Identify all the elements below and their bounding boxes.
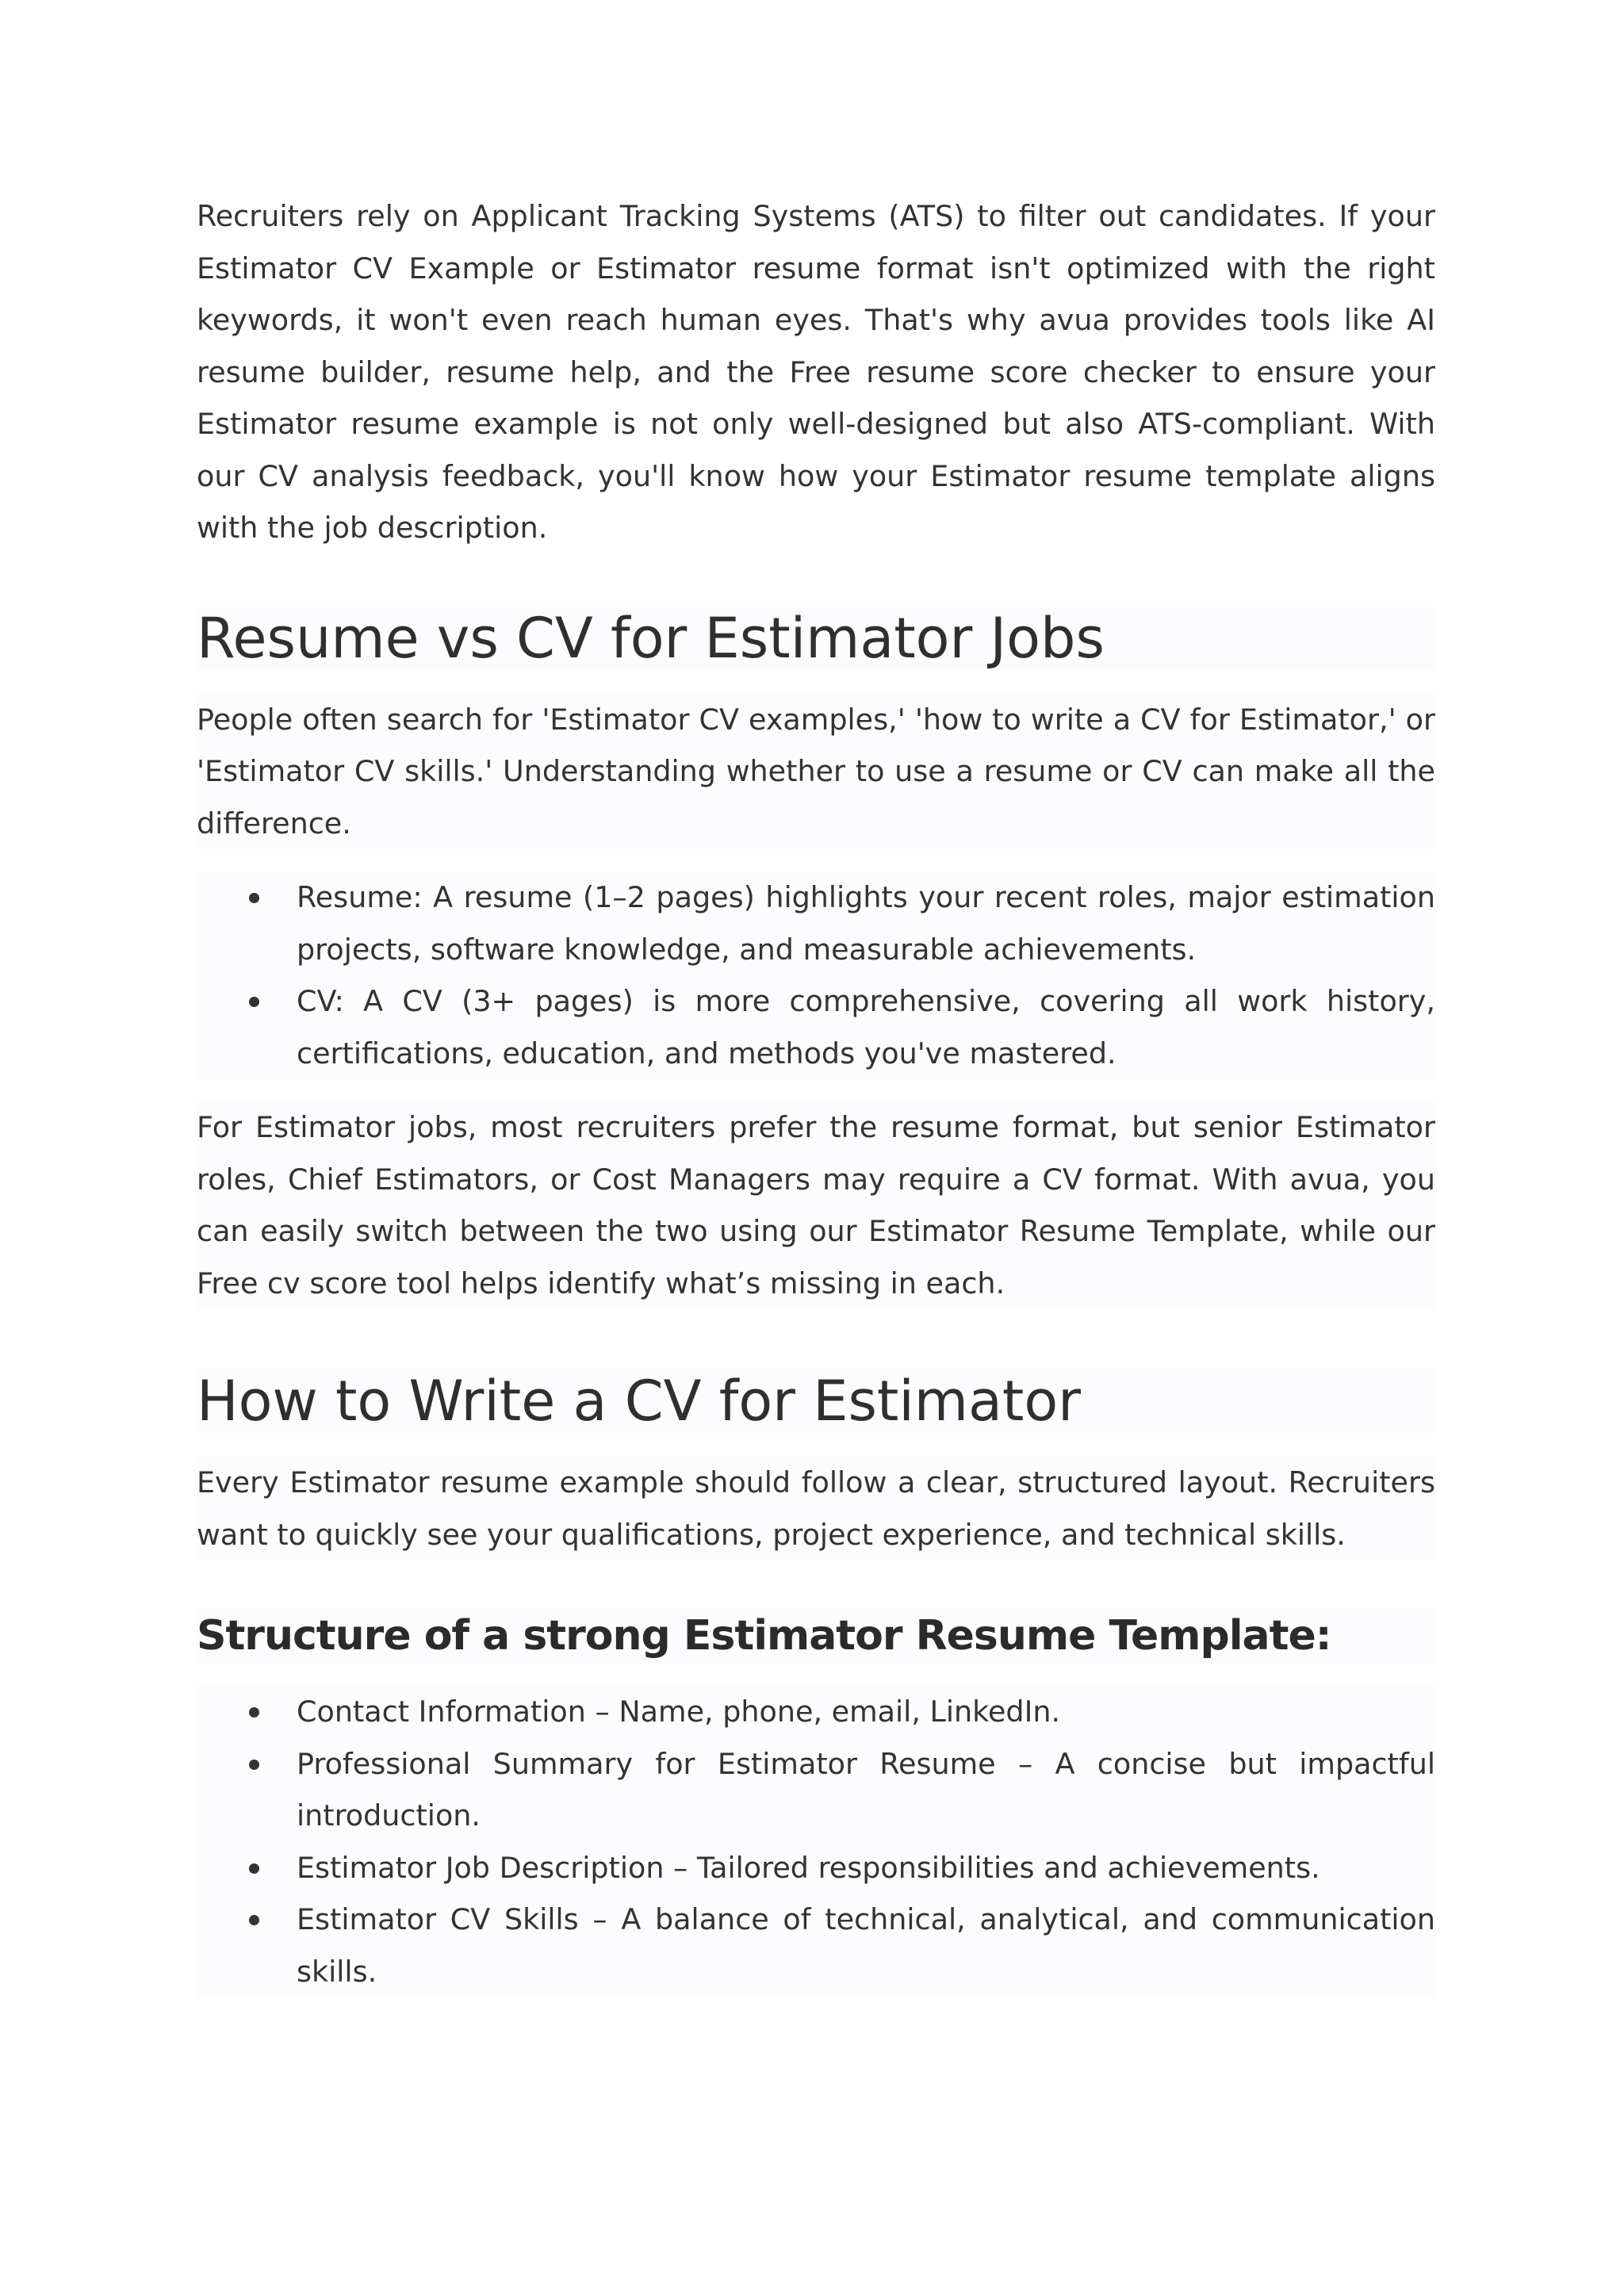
resume-vs-cv-closing: For Estimator jobs, most recruiters prefer the resume format, but senior Estimator roles, Chief Estimators, or Cost Managers may require a CV format. With avua, you can easily switch between the two using our Estimator Resume Template, while our Free cv score tool helps identify what’s missing in each. — [197, 1110, 1435, 1300]
list-item — [297, 1894, 1435, 1997]
resume-vs-cv-list-block — [197, 871, 1435, 1079]
list-item — [297, 1738, 1435, 1842]
list-item-text: Contact Information – Name, phone, email, LinkedIn. — [297, 1695, 1061, 1729]
list-item-text: Professional Summary for Estimator Resume – A concise but impactful introduction. — [297, 1746, 1435, 1833]
bullet-icon — [249, 1760, 259, 1770]
resume-vs-cv-paragraph: People often search for 'Estimator CV examples,' 'how to write a CV for Estimator,' or 'Estimator CV skills.' Understanding whether to use a resume or CV can make all the difference. — [197, 702, 1435, 841]
resume-vs-cv-heading: Resume vs CV for Estimator Jobs — [197, 605, 1105, 671]
bullet-icon — [249, 1915, 259, 1925]
list-item — [297, 975, 1435, 1079]
how-to-write-heading: How to Write a CV for Estimator — [197, 1369, 1081, 1434]
list-item-text: Estimator CV Skills – A balance of technical, analytical, and communication skills. — [297, 1902, 1435, 1989]
resume-vs-cv-paragraph-block — [197, 694, 1435, 850]
intro-paragraph: Recruiters rely on Applicant Tracking Systems (ATS) to filter out candidates. If your Estimator CV Example or Estimator resume format isn't optimized with the right keywords, it won't even reach human eyes. That's why avua provides tools like AI resume builder, resume help, and the Free resume score checker to ensure your Estimator resume example is not only well-designed but also ATS-compliant. With our CV analysis feedback, you'll know how your Estimator resume template aligns with the job description. — [197, 199, 1435, 545]
bullet-icon — [249, 893, 259, 903]
resume-vs-cv-list — [197, 871, 1435, 1079]
resume-vs-cv-heading-block — [197, 607, 1435, 670]
bullet-icon — [249, 997, 259, 1007]
how-to-write-paragraph-block — [197, 1457, 1435, 1561]
list-item — [297, 871, 1435, 975]
how-to-write-heading-block — [197, 1369, 1435, 1433]
list-item-text: CV: A CV (3+ pages) is more comprehensive, covering all work history, certifications, education, and methods you've mastered. — [297, 984, 1435, 1070]
structure-subheading: Structure of a strong Estimator Resume Template: — [197, 1612, 1331, 1660]
how-to-write-paragraph: Every Estimator resume example should follow a clear, structured layout. Recruiters want to quickly see your qualifications, project experience, and technical skills. — [197, 1465, 1435, 1552]
structure-list-block — [197, 1686, 1435, 1997]
bullet-icon — [249, 1707, 259, 1718]
intro-block — [197, 190, 1435, 554]
bullet-icon — [249, 1863, 259, 1874]
list-item-text: Resume: A resume (1–2 pages) highlights your recent roles, major estimation projects, software knowledge, and measurable achievements. — [297, 880, 1435, 967]
structure-list — [197, 1686, 1435, 1997]
document-page — [197, 190, 1435, 1997]
list-item — [297, 1686, 1435, 1738]
structure-subheading-block — [197, 1608, 1435, 1664]
list-item — [297, 1842, 1435, 1894]
resume-vs-cv-closing-block — [197, 1101, 1435, 1309]
list-item-text: Estimator Job Description – Tailored responsibilities and achievements. — [297, 1850, 1320, 1885]
